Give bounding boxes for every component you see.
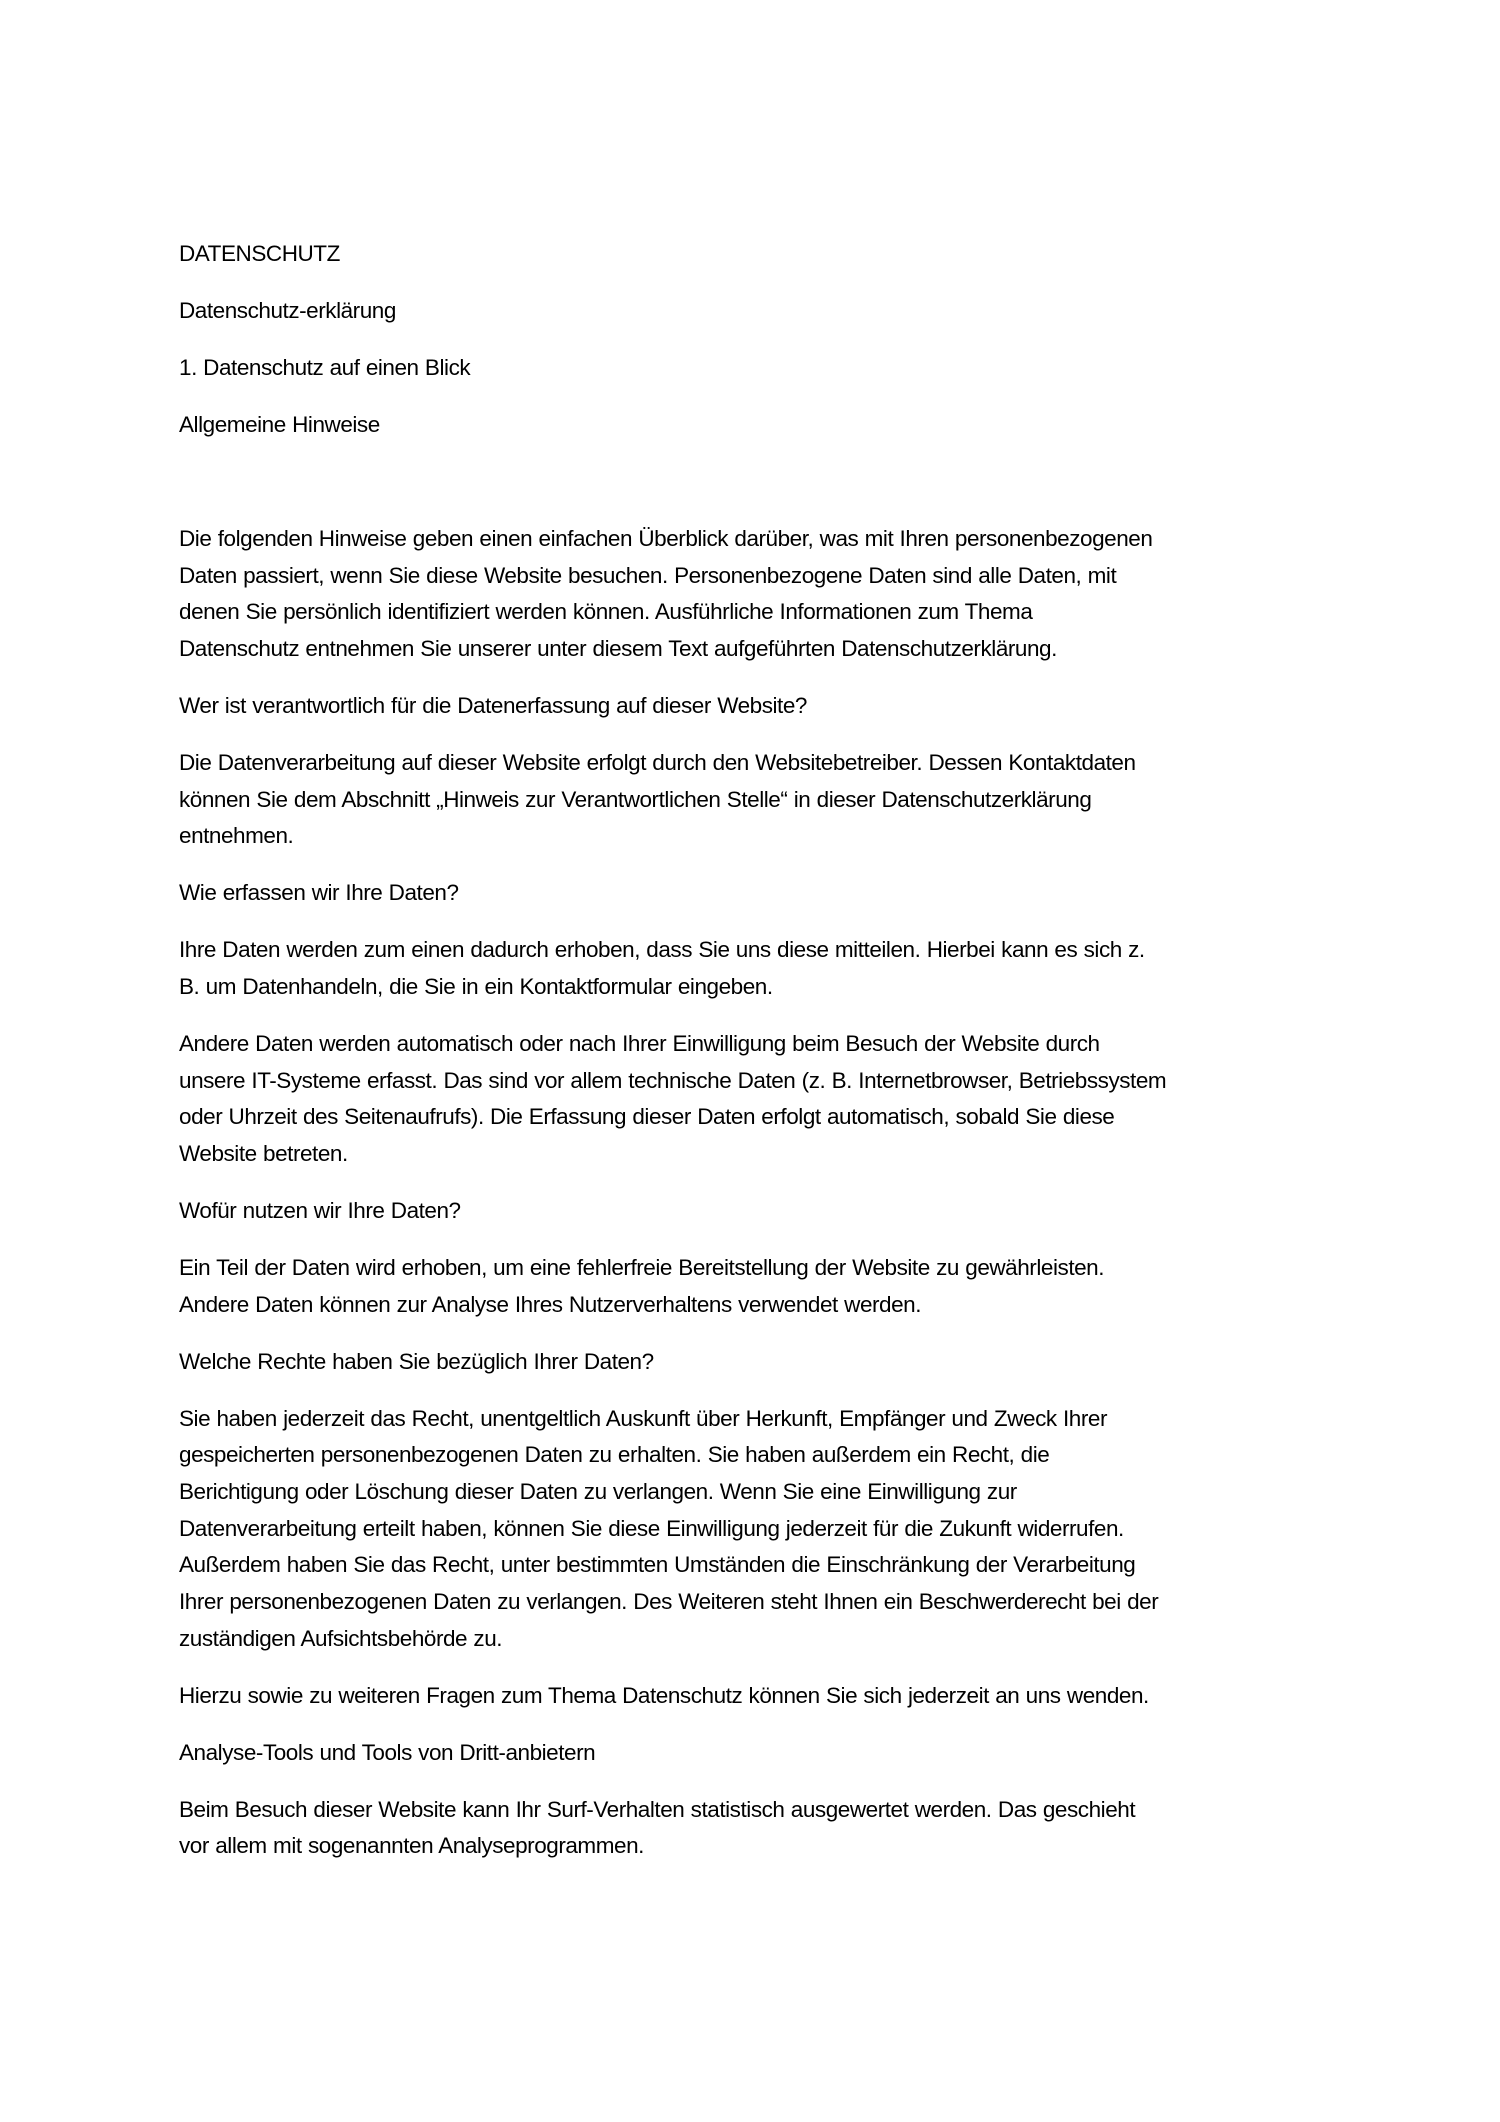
text-line: Wer ist verantwortlich für die Datenerfassung auf dieser Website? bbox=[179, 692, 807, 718]
body-paragraph bbox=[179, 932, 1339, 1005]
empty-paragraph bbox=[179, 464, 1339, 501]
body-paragraph bbox=[179, 1026, 1339, 1173]
text-line: Andere Daten werden automatisch oder nach Ihrer Einwilligung beim Besuch der Website durch bbox=[179, 1030, 1100, 1056]
document-subtitle: Datenschutz-erklärung bbox=[179, 297, 396, 323]
text-line: Datenverarbeitung erteilt haben, können Sie diese Einwilligung jederzeit für die Zukunft widerrufen. bbox=[179, 1515, 1124, 1541]
text-line: Ihre Daten werden zum einen dadurch erhoben, dass Sie uns diese mitteilen. Hierbei kann es sich z. bbox=[179, 937, 1145, 963]
document-body bbox=[179, 521, 1339, 1865]
text-line: Beim Besuch dieser Website kann Ihr Surf-Verhalten statistisch ausgewertet werden. Das geschieht bbox=[179, 1796, 1136, 1822]
text-line: Datenschutz entnehmen Sie unserer unter diesem Text aufgeführten Datenschutzerklärung. bbox=[179, 635, 1057, 661]
body-paragraph bbox=[179, 521, 1339, 668]
text-line: vor allem mit sogenannten Analyseprogrammen. bbox=[179, 1833, 644, 1859]
question-heading bbox=[179, 1193, 1339, 1230]
text-line: Daten passiert, wenn Sie diese Website besuchen. Personenbezogene Daten sind alle Daten, mit bbox=[179, 562, 1117, 588]
text-line: können Sie dem Abschnitt „Hinweis zur Verantwortlichen Stelle“ in dieser Datenschutzerklärung bbox=[179, 786, 1092, 812]
body-paragraph bbox=[179, 1792, 1339, 1865]
text-line: gespeicherten personenbezogenen Daten zu erhalten. Sie haben außerdem ein Recht, die bbox=[179, 1442, 1050, 1468]
text-line: Wie erfassen wir Ihre Daten? bbox=[179, 880, 459, 906]
text-line: unsere IT-Systeme erfasst. Das sind vor allem technische Daten (z. B. Internetbrowser, Betriebssystem bbox=[179, 1067, 1167, 1093]
text-line: Außerdem haben Sie das Recht, unter bestimmten Umständen die Einschränkung der Verarbeitung bbox=[179, 1552, 1136, 1578]
text-line: Andere Daten können zur Analyse Ihres Nutzerverhaltens verwendet werden. bbox=[179, 1291, 922, 1317]
subsection-heading: Allgemeine Hinweise bbox=[179, 411, 380, 437]
text-line: Ein Teil der Daten wird erhoben, um eine fehlerfreie Bereitstellung der Website zu gewährleisten. bbox=[179, 1255, 1105, 1280]
question-heading bbox=[179, 1344, 1339, 1381]
section-heading: 1. Datenschutz auf einen Blick bbox=[179, 354, 471, 380]
text-line: Hierzu sowie zu weiteren Fragen zum Thema Datenschutz können Sie sich jederzeit an uns wenden. bbox=[179, 1682, 1149, 1708]
text-line: denen Sie persönlich identifiziert werden können. Ausführliche Informationen zum Thema bbox=[179, 599, 1033, 625]
text-line: Ihrer personenbezogenen Daten zu verlangen. Des Weiteren steht Ihnen ein Beschwerderecht bei der bbox=[179, 1589, 1159, 1615]
text-line: Analyse-Tools und Tools von Dritt-anbietern bbox=[179, 1739, 596, 1765]
text-line: Die folgenden Hinweise geben einen einfachen Überblick darüber, was mit Ihren personenbezogenen bbox=[179, 525, 1153, 551]
text-line: Sie haben jederzeit das Recht, unentgeltlich Auskunft über Herkunft, Empfänger und Zweck Ihrer bbox=[179, 1405, 1107, 1431]
text-line: entnehmen. bbox=[179, 823, 294, 849]
body-paragraph bbox=[179, 1250, 1339, 1323]
text-line: zuständigen Aufsichtsbehörde zu. bbox=[179, 1625, 503, 1651]
text-line: Berichtigung oder Löschung dieser Daten zu verlangen. Wenn Sie eine Einwilligung zur bbox=[179, 1479, 1017, 1505]
body-paragraph bbox=[179, 1401, 1339, 1658]
text-line: Wofür nutzen wir Ihre Daten? bbox=[179, 1198, 461, 1224]
text-line: oder Uhrzeit des Seitenaufrufs). Die Erfassung dieser Daten erfolgt automatisch, sobald Sie diese bbox=[179, 1104, 1115, 1130]
question-heading bbox=[179, 1735, 1339, 1772]
document-page bbox=[179, 236, 1339, 1885]
question-heading bbox=[179, 688, 1339, 725]
body-paragraph bbox=[179, 1678, 1339, 1715]
document-title: DATENSCHUTZ bbox=[179, 241, 340, 266]
text-line: B. um Datenhandeln, die Sie in ein Kontaktformular eingeben. bbox=[179, 973, 773, 999]
text-line: Website betreten. bbox=[179, 1141, 348, 1167]
body-paragraph bbox=[179, 745, 1339, 855]
text-line: Die Datenverarbeitung auf dieser Website erfolgt durch den Websitebetreiber. Dessen Kontaktdaten bbox=[179, 749, 1136, 775]
text-line: Welche Rechte haben Sie bezüglich Ihrer Daten? bbox=[179, 1348, 654, 1374]
question-heading bbox=[179, 875, 1339, 912]
